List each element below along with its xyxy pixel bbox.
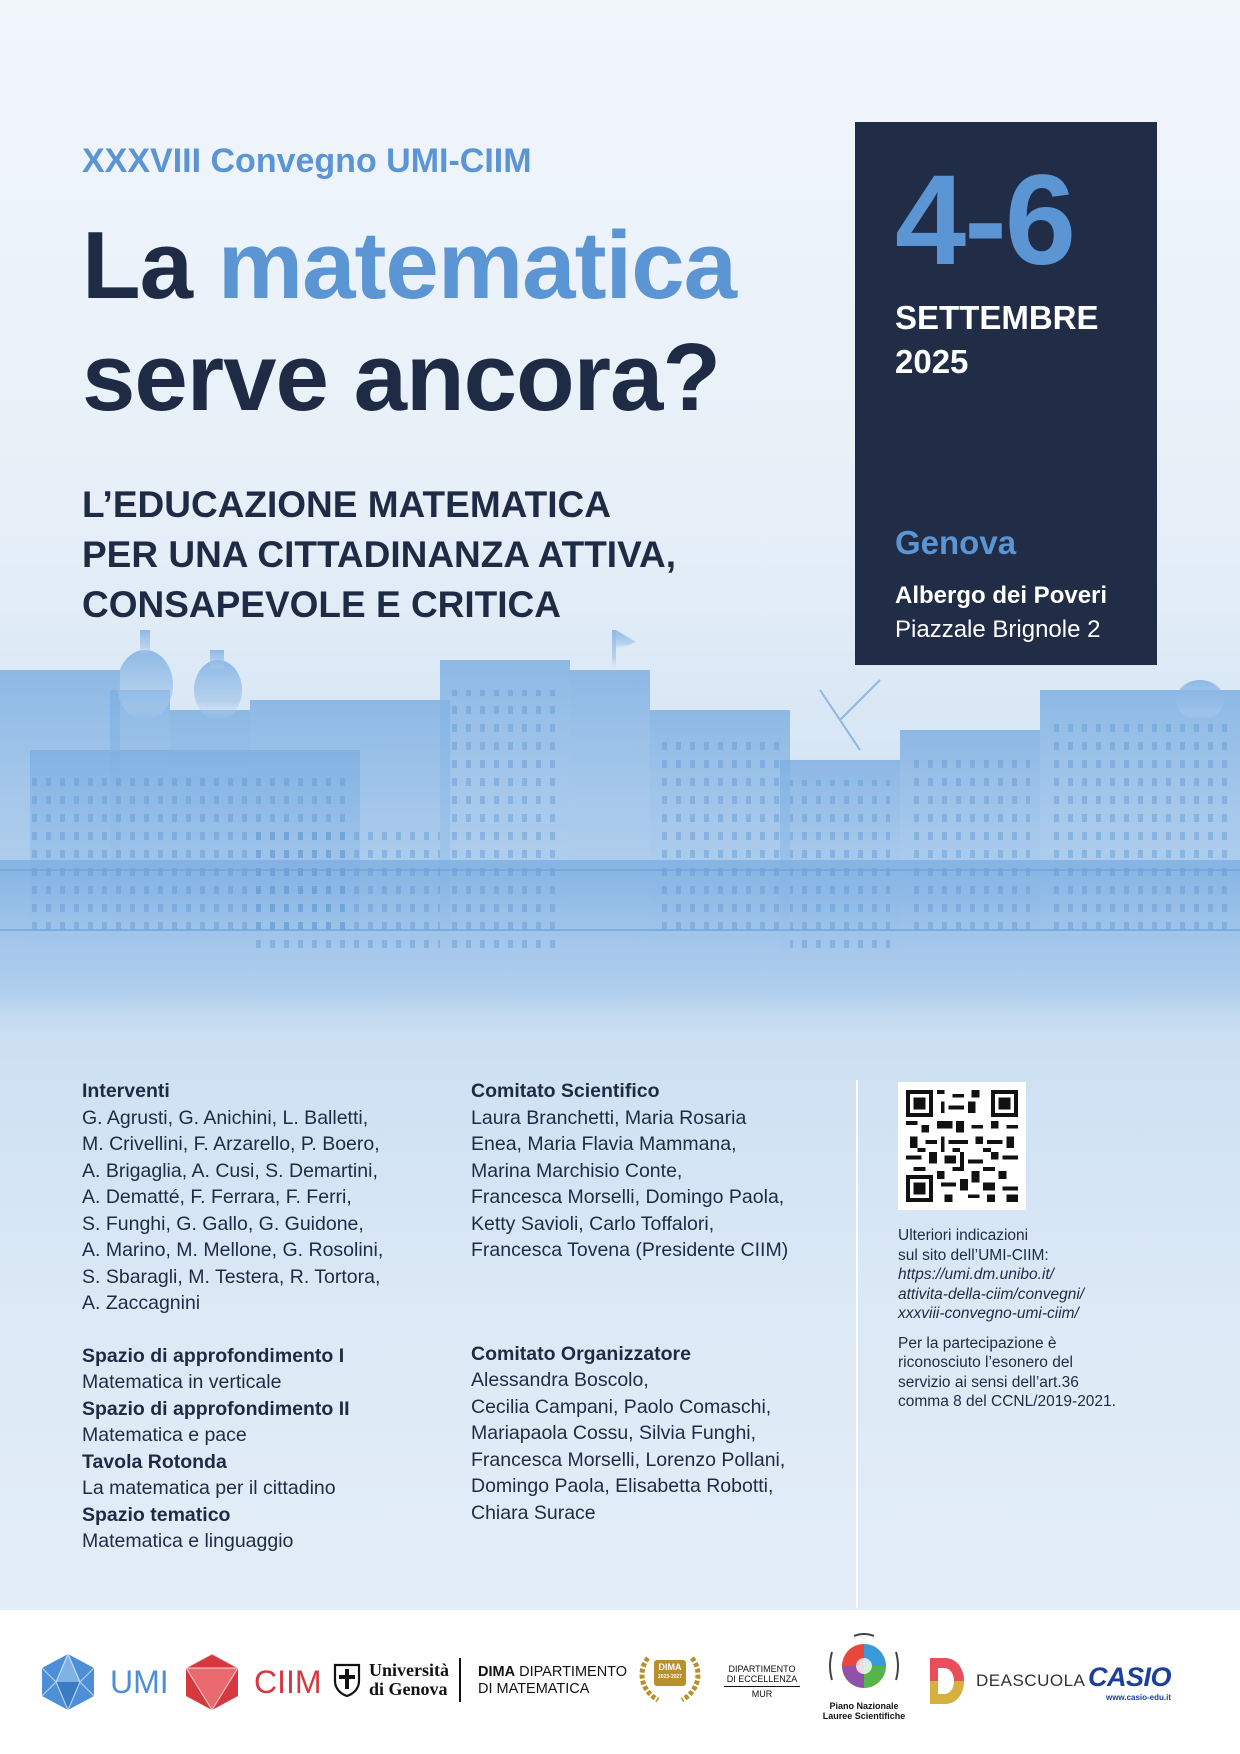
deascuola-label: DEASCUOLA: [976, 1671, 1086, 1690]
column-divider: [856, 1080, 858, 1608]
comitato-scientifico-heading: Comitato Scientifico: [471, 1080, 660, 1102]
interventi-line: A. Marino, M. Mellone, G. Rosolini,: [82, 1239, 384, 1261]
dipartimento-eccellenza-logo: DIPARTIMENTO DI ECCELLENZA MUR: [724, 1664, 800, 1699]
info-note: Per la partecipazione è: [898, 1334, 1057, 1352]
interventi-line: S. Sbaragli, M. Testera, R. Tortora,: [82, 1265, 381, 1288]
main-title: [82, 210, 862, 434]
spazio-heading: Tavola Rotonda: [82, 1450, 227, 1473]
deascuola-d-icon: [928, 1656, 966, 1706]
comitato-scientifico-line: Enea, Maria Flavia Mammana,: [471, 1133, 737, 1155]
pls-line2: Lauree Scientifiche: [822, 1711, 906, 1721]
interventi-line: A. Brigaglia, A. Cusi, S. Demartini,: [82, 1159, 378, 1182]
casio-logo: [1088, 1662, 1171, 1702]
icosahedron-blue-icon: [40, 1652, 96, 1712]
dima-badge-label: DIMA: [658, 1662, 682, 1672]
venue-name: Albergo dei Poveri: [895, 582, 1108, 609]
date-year: 2025: [895, 343, 969, 380]
title-part2: serve ancora?: [82, 324, 721, 431]
info-note: servizio ai sensi dell’art.36: [898, 1373, 1079, 1391]
umi-logo: [40, 1652, 169, 1712]
interventi-line: M. Crivellini, F. Arzarello, P. Boero,: [82, 1133, 380, 1155]
genova-skyline-illustration: [0, 630, 1240, 1050]
convegno-title: XXXVIII Convegno UMI-CIIM: [82, 142, 532, 180]
comitato-scientifico-line: Laura Branchetti, Maria Rosaria: [471, 1106, 747, 1129]
tagline-line: PER UNA CITTADINANZA ATTIVA,: [82, 534, 677, 575]
tagline-line: CONSAPEVOLE E CRITICA: [82, 584, 561, 625]
comitato-organizzatore-line: Domingo Paola, Elisabetta Robotti,: [471, 1475, 774, 1497]
spazio-text: Matematica in verticale: [82, 1371, 282, 1393]
interventi-column: [82, 1078, 462, 1555]
unige-crest-icon: [333, 1663, 361, 1697]
info-intro: Ulteriori indicazioni: [898, 1227, 1029, 1244]
title-accent: matematica: [217, 212, 736, 319]
pls-rainbow-icon: [824, 1632, 904, 1696]
comitato-scientifico-line: Marina Marchisio Conte,: [471, 1159, 683, 1182]
unige-logo: [333, 1658, 461, 1702]
spazio-text: Matematica e pace: [82, 1424, 247, 1446]
spazio-text: La matematica per il cittadino: [82, 1477, 336, 1499]
interventi-line: G. Agrusti, G. Anichini, L. Balletti,: [82, 1106, 369, 1129]
pls-logo: [818, 1632, 910, 1721]
umi-label: UMI: [110, 1663, 169, 1700]
sponsor-footer: [0, 1610, 1240, 1754]
spazio-text: Matematica e linguaggio: [82, 1530, 294, 1552]
comitato-organizzatore-line: Cecilia Campani, Paolo Comaschi,: [471, 1395, 772, 1418]
spazio-heading: Spazio di approfondimento II: [82, 1397, 350, 1420]
comitato-scientifico-line: Ketty Savioli, Carlo Toffalori,: [471, 1212, 715, 1235]
casio-url: www.casio-edu.it: [1105, 1693, 1172, 1702]
comitato-organizzatore-heading: Comitato Organizzatore: [471, 1342, 691, 1365]
spazio-heading: Spazio di approfondimento I: [82, 1344, 345, 1367]
title-part1: La: [82, 212, 218, 319]
comitato-organizzatore-line: Mariapaola Cossu, Silvia Funghi,: [471, 1422, 757, 1444]
interventi-line: S. Funghi, G. Gallo, G. Guidone,: [82, 1212, 364, 1235]
unige-line1: Università: [369, 1660, 449, 1680]
dima-eccellenza-badge: [634, 1650, 706, 1711]
comitato-organizzatore-line: Chiara Surace: [471, 1501, 596, 1524]
interventi-line: A. Dematté, F. Ferrara, F. Ferri,: [82, 1186, 352, 1208]
comitato-organizzatore-line: Francesca Morselli, Lorenzo Pollani,: [471, 1448, 786, 1471]
comitato-organizzatore-line: Alessandra Boscolo,: [471, 1369, 649, 1391]
interventi-line: A. Zaccagnini: [82, 1292, 201, 1314]
venue-address: Piazzale Brignole 2: [895, 616, 1101, 643]
comitato-scientifico-line: Francesca Morselli, Domingo Paola,: [471, 1186, 785, 1208]
deascuola-logo: [928, 1656, 1085, 1706]
interventi-heading: Interventi: [82, 1080, 170, 1102]
qr-code[interactable]: [898, 1082, 1026, 1210]
tagline-line: L’EDUCAZIONE MATEMATICA: [82, 484, 611, 525]
casio-label: CASIO: [1088, 1662, 1172, 1692]
comitato-scientifico-line: Francesca Tovena (Presidente CIIM): [471, 1239, 789, 1261]
qr-code-icon: [906, 1090, 1018, 1202]
comitati-column: [471, 1078, 831, 1526]
ciim-logo: [184, 1652, 322, 1712]
unige-line2: di Genova: [369, 1679, 448, 1699]
dima-badge-years: 2023-2027: [658, 1674, 682, 1680]
info-note: comma 8 del CCNL/2019-2021.: [898, 1393, 1116, 1410]
info-note: riconosciuto l’esonero del: [898, 1354, 1073, 1371]
spazio-heading: Spazio tematico: [82, 1503, 231, 1526]
venue-city: Genova: [895, 524, 1017, 561]
date-range: 4-6: [895, 149, 1074, 292]
dima-logo: DIMA DIPARTIMENTO DI MATEMATICA: [478, 1664, 628, 1697]
website-link[interactable]: https://umi.dm.unibo.it/ attivita-della-ciim/convegni/ xxxviii-convegno-umi-ciim/: [898, 1266, 1085, 1322]
tagline: [82, 480, 802, 630]
info-text: [898, 1226, 1143, 1422]
pls-line1: Piano Nazionale: [829, 1701, 899, 1711]
ciim-label: CIIM: [254, 1663, 322, 1700]
icosahedron-red-icon: [184, 1652, 240, 1712]
info-intro: sul sito dell’UMI-CIIM:: [898, 1246, 1049, 1264]
date-month: SETTEMBRE: [895, 299, 1099, 336]
date-venue-box: [855, 122, 1157, 665]
